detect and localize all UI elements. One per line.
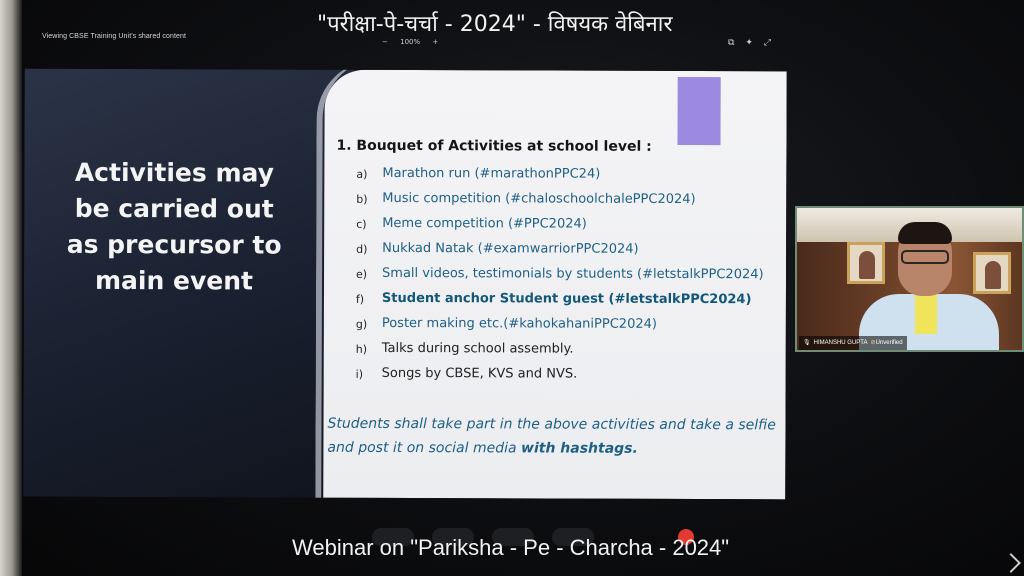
activity-marker: b)	[356, 192, 368, 206]
wall-portrait	[847, 242, 885, 284]
activity-marker: a)	[356, 167, 368, 181]
slide-accent-block	[677, 77, 720, 145]
activity-marker: e)	[356, 267, 368, 281]
zoom-out-button[interactable]: −	[382, 38, 388, 46]
activity-text: Small videos, testimonials by students (#letstalkPPC2024)	[382, 265, 764, 283]
participant-video-tile[interactable]	[795, 206, 1024, 352]
slide-note	[327, 412, 786, 462]
participant-name-label	[799, 336, 907, 350]
activity-text: Talks during school assembly.	[381, 340, 574, 357]
slide-note-emphasis: with hashtags.	[521, 440, 638, 457]
corner-arrow-icon	[1001, 553, 1021, 573]
activity-text: Nukkad Natak (#examwarriorPPC2024)	[382, 240, 639, 257]
activity-marker: g)	[355, 317, 368, 331]
meeting-topbar	[22, 0, 1024, 60]
bottom-caption: Webinar on "Pariksha - Pe - Charcha - 2024"	[292, 535, 730, 560]
slide-left-panel	[23, 69, 354, 498]
participant-badge: Unverified	[875, 340, 903, 346]
activity-text: Songs by CBSE, KVS and NVS.	[381, 365, 578, 382]
view-options	[728, 38, 779, 48]
webinar-hindi-title: "परीक्षा-पे-चर्चा - 2024" - विषयक वेबिनार	[317, 12, 673, 37]
unverified-icon: ⊘	[870, 340, 876, 346]
activity-marker: i)	[355, 367, 364, 381]
activity-item	[356, 366, 776, 384]
slide-note-text: Students shall take part in the above activities and take a selfie and post it on social media	[327, 415, 776, 457]
activity-marker: h)	[355, 342, 368, 356]
participant-lanyard	[915, 294, 937, 334]
activity-item	[356, 266, 776, 284]
slide-heading: 1. Bouquet of Activities at school level :	[336, 137, 652, 155]
slide-left-text: Activities may be carried out as precursor to main event	[66, 157, 282, 296]
monitor-bezel	[0, 0, 22, 576]
activity-item	[356, 241, 776, 259]
activity-item	[356, 191, 776, 209]
zoom-controls	[382, 38, 448, 46]
participant-name: HIMANSHU GUPTA	[813, 340, 868, 346]
wall-portrait	[973, 252, 1011, 294]
activity-item	[356, 341, 776, 359]
activity-item	[356, 166, 776, 184]
activity-item	[356, 291, 776, 309]
activity-marker: c)	[356, 217, 367, 231]
activity-item	[356, 316, 776, 334]
participant-glasses	[901, 250, 949, 264]
shared-slide	[23, 69, 786, 500]
fit-to-screen-icon[interactable]: ⧉	[728, 38, 735, 48]
activity-text: Music competition (#chaloschoolchalePPC2024)	[382, 190, 696, 208]
shared-content-label: Viewing CBSE Training Unit's shared content	[42, 33, 187, 40]
activity-text: Meme competition (#PPC2024)	[382, 215, 587, 232]
participant-hair	[898, 222, 952, 244]
zoom-level: 100%	[400, 38, 421, 46]
activity-list	[356, 166, 777, 392]
activity-item	[356, 216, 776, 234]
pointer-icon[interactable]: ✦	[745, 38, 753, 48]
activity-text: Poster making etc.(#kahokahaniPPC2024)	[381, 315, 657, 332]
zoom-in-button[interactable]: +	[432, 38, 439, 46]
mic-icon: 🎙	[803, 340, 811, 346]
activity-marker: f)	[355, 292, 365, 306]
expand-icon[interactable]: ⤢	[763, 38, 771, 48]
activity-text: Marathon run (#marathonPPC24)	[382, 165, 601, 182]
activity-marker: d)	[356, 242, 368, 256]
activity-text: Student anchor Student guest (#letstalkPPC2024)	[381, 290, 752, 308]
